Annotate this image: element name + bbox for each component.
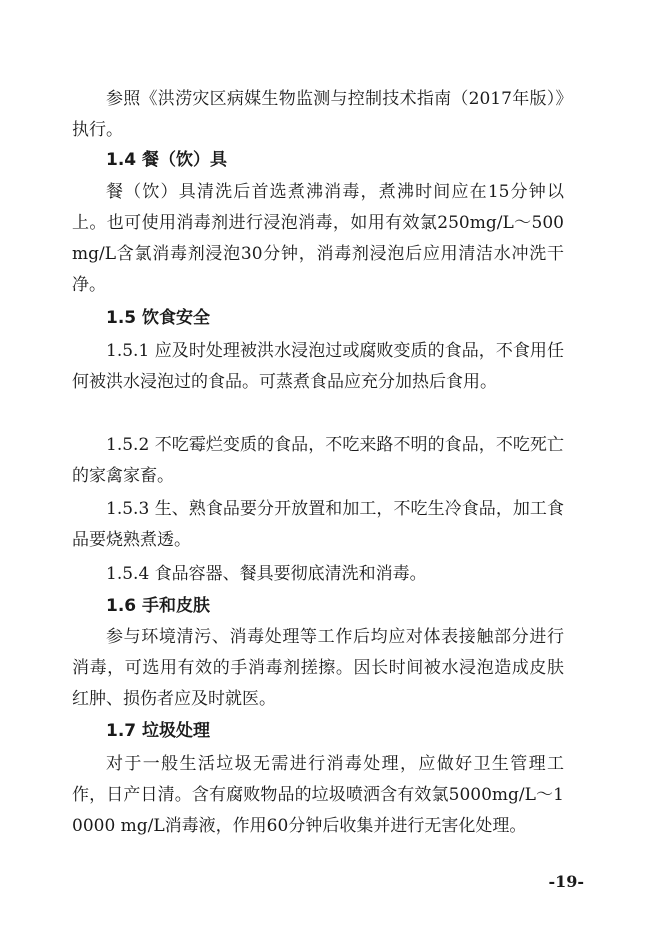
- paragraph-1-5-4: 1.5.4 食品容器、餐具要彻底清洗和消毒。: [106, 564, 427, 584]
- paragraph-tableware: 餐（饮）具清洗后首选煮沸消毒，煮沸时间应在15分钟以上。也可使用消毒剂进行浸泡消毒，如用有效氯250mg/L～500mg/L含氯消毒剂浸泡30分钟，消毒剂浸泡后应用清洁水冲洗干净。: [72, 182, 564, 295]
- paragraph-1-5-1: 1.5.1 应及时处理被洪水浸泡过或腐败变质的食品，不食用任何被洪水浸泡过的食品。可蒸煮食品应充分加热后食用。: [72, 341, 564, 392]
- paragraph-vector-control: 参照《洪涝灾区病媒生物监测与控制技术指南（2017年版）》执行。: [72, 89, 564, 140]
- section-heading-1-5: 1.5 饮食安全: [106, 308, 211, 328]
- page-number: -19-: [548, 872, 584, 891]
- section-heading-1-6: 1.6 手和皮肤: [106, 596, 211, 616]
- section-heading-1-7: 1.7 垃圾处理: [106, 721, 211, 741]
- paragraph-1-5-3: 1.5.3 生、熟食品要分开放置和加工，不吃生冷食品，加工食品要烧熟煮透。: [72, 499, 564, 550]
- paragraph-garbage: 对于一般生活垃圾无需进行消毒处理，应做好卫生管理工作，日产日清。含有腐败物品的垃圾喷洒含有效氯5000mg/L～10000 mg/L消毒液，作用60分钟后收集并进行无害化处理。: [72, 754, 564, 836]
- paragraph-hands-skin: 参与环境清污、消毒处理等工作后均应对体表接触部分进行消毒，可选用有效的手消毒剂搓擦。因长时间被水浸泡造成皮肤红肿、损伤者应及时就医。: [72, 627, 564, 709]
- paragraph-1-5-2: 1.5.2 不吃霉烂变质的食品，不吃来路不明的食品，不吃死亡的家禽家畜。: [72, 435, 564, 486]
- section-heading-1-4: 1.4 餐（饮）具: [106, 150, 228, 170]
